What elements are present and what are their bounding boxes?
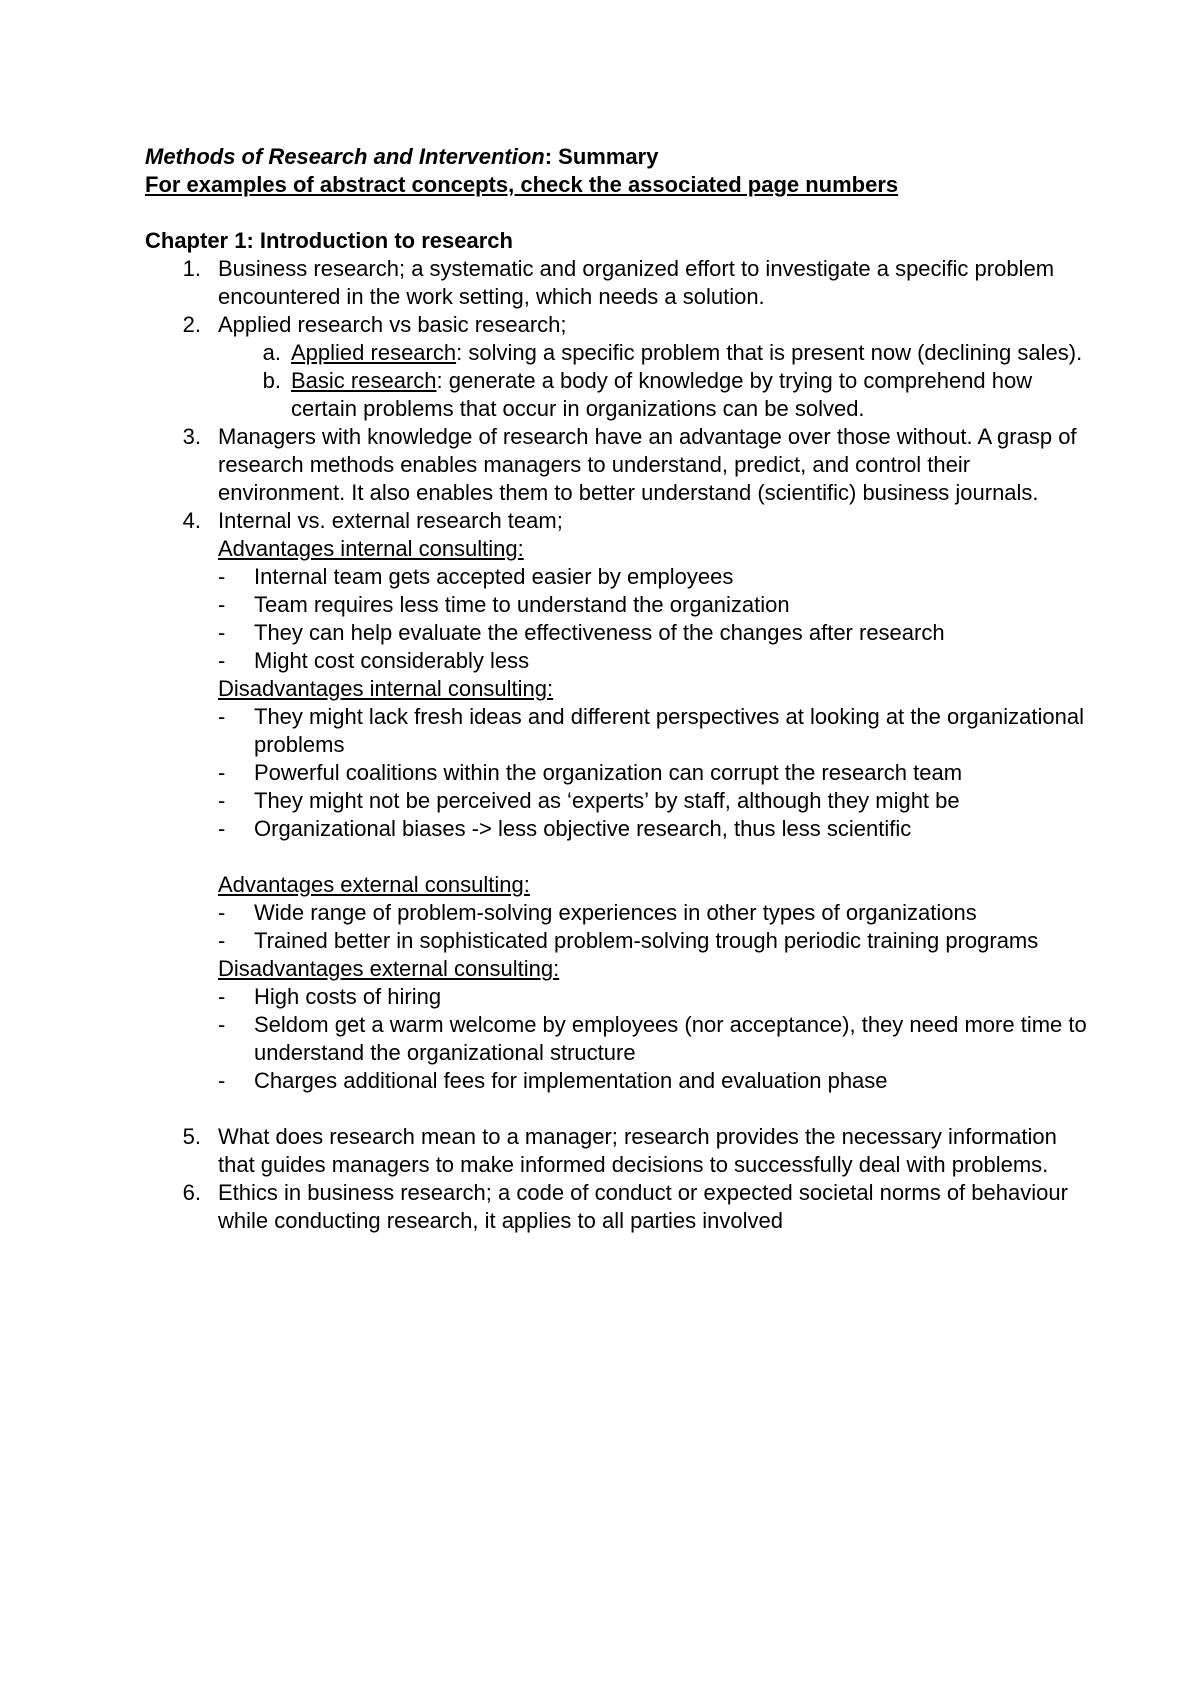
dash-bullet: - bbox=[218, 928, 226, 953]
sub-letter: a. bbox=[262, 340, 281, 365]
bullet-text: Trained better in sophisticated problem-solving trough periodic training programs bbox=[254, 928, 1039, 953]
bullet-text: Powerful coalitions within the organization can corrupt the research team bbox=[254, 760, 963, 785]
dash-bullet: - bbox=[218, 1012, 226, 1037]
bullet-item bbox=[145, 759, 1095, 787]
document-subtitle: For examples of abstract concepts, check the associated page numbers bbox=[145, 172, 899, 197]
dash-bullet: - bbox=[218, 564, 226, 589]
adv-external-heading: Advantages external consulting: bbox=[218, 872, 530, 897]
bullet-item bbox=[145, 815, 1095, 843]
list-number: 5. bbox=[182, 1124, 201, 1149]
dash-bullet: - bbox=[218, 760, 226, 785]
bullet-item bbox=[145, 983, 1095, 1011]
sub-item-b bbox=[145, 367, 1095, 423]
dash-bullet: - bbox=[218, 620, 226, 645]
list-text: Applied research vs basic research; bbox=[218, 312, 567, 337]
list-item-1 bbox=[145, 255, 1095, 311]
bullet-item bbox=[145, 563, 1095, 591]
document-title bbox=[145, 143, 1095, 171]
dash-bullet: - bbox=[218, 1068, 226, 1093]
dash-bullet: - bbox=[218, 816, 226, 841]
list-number: 4. bbox=[182, 508, 201, 533]
dash-bullet: - bbox=[218, 704, 226, 729]
sub-text: : solving a specific problem that is present now (declining sales). bbox=[456, 340, 1083, 365]
bullet-text: They can help evaluate the effectiveness of the changes after research bbox=[254, 620, 945, 645]
list-number: 3. bbox=[182, 424, 201, 449]
spacer bbox=[145, 199, 1095, 227]
bullet-item bbox=[145, 619, 1095, 647]
adv-internal-heading: Advantages internal consulting: bbox=[218, 536, 524, 561]
bullet-text: Seldom get a warm welcome by employees (nor acceptance), they need more time to understand the organizational structure bbox=[254, 1012, 1087, 1065]
chapter-heading: Chapter 1: Introduction to research bbox=[145, 228, 513, 253]
list-text: Managers with knowledge of research have an advantage over those without. A grasp of research methods enables managers to understand, predict, and control their environment. It also enables them to better understand (scientific) business journals. bbox=[218, 424, 1077, 505]
bullet-text: Charges additional fees for implementation and evaluation phase bbox=[254, 1068, 888, 1093]
sub-text: : generate a body of knowledge by trying to comprehend how certain problems that occur in organizations can be solved. bbox=[291, 368, 1033, 421]
list-item-4 bbox=[145, 507, 1095, 535]
list-number: 6. bbox=[182, 1180, 201, 1205]
bullet-item bbox=[145, 927, 1095, 955]
bullet-item bbox=[145, 647, 1095, 675]
list-number: 1. bbox=[182, 256, 201, 281]
dash-bullet: - bbox=[218, 648, 226, 673]
list-text: Ethics in business research; a code of conduct or expected societal norms of behaviour while conducting research, it applies to all parties involved bbox=[218, 1180, 1068, 1233]
list-text: Business research; a systematic and organized effort to investigate a specific problem encountered in the work setting, which needs a solution. bbox=[218, 256, 1055, 309]
bullet-text: Might cost considerably less bbox=[254, 648, 530, 673]
spacer bbox=[145, 843, 1095, 871]
dash-bullet: - bbox=[218, 788, 226, 813]
dis-external-heading: Disadvantages external consulting: bbox=[218, 956, 560, 981]
list-item-6 bbox=[145, 1179, 1095, 1235]
list-item-5 bbox=[145, 1123, 1095, 1179]
term-applied-research: Applied research bbox=[291, 340, 457, 365]
list-number: 2. bbox=[182, 312, 201, 337]
bullet-text: Wide range of problem-solving experiences in other types of organizations bbox=[254, 900, 977, 925]
spacer bbox=[145, 1095, 1095, 1123]
sub-item-a bbox=[145, 339, 1095, 367]
title-italic: Methods of Research and Intervention bbox=[145, 144, 545, 169]
bullet-item bbox=[145, 899, 1095, 927]
bullet-text: Team requires less time to understand the organization bbox=[254, 592, 790, 617]
bullet-item bbox=[145, 703, 1095, 759]
bullet-item bbox=[145, 787, 1095, 815]
bullet-item bbox=[145, 1067, 1095, 1095]
bullet-text: They might not be perceived as ‘experts’ by staff, although they might be bbox=[254, 788, 960, 813]
dash-bullet: - bbox=[218, 592, 226, 617]
dis-internal-heading: Disadvantages internal consulting: bbox=[218, 676, 554, 701]
list-item-2 bbox=[145, 311, 1095, 339]
bullet-text: They might lack fresh ideas and different perspectives at looking at the organizational problems bbox=[254, 704, 1084, 757]
dash-bullet: - bbox=[218, 984, 226, 1009]
sub-letter: b. bbox=[262, 368, 281, 393]
bullet-item bbox=[145, 1011, 1095, 1067]
bullet-item bbox=[145, 591, 1095, 619]
list-item-3 bbox=[145, 423, 1095, 507]
title-suffix: : Summary bbox=[544, 144, 659, 169]
list-text: What does research mean to a manager; research provides the necessary information that guides managers to make informed decisions to successfully deal with problems. bbox=[218, 1124, 1057, 1177]
bullet-text: Organizational biases -> less objective research, thus less scientific bbox=[254, 816, 912, 841]
list-text: Internal vs. external research team; bbox=[218, 508, 563, 533]
dash-bullet: - bbox=[218, 900, 226, 925]
bullet-text: Internal team gets accepted easier by employees bbox=[254, 564, 734, 589]
bullet-text: High costs of hiring bbox=[254, 984, 442, 1009]
term-basic-research: Basic research bbox=[291, 368, 437, 393]
document-content bbox=[145, 143, 1095, 1235]
